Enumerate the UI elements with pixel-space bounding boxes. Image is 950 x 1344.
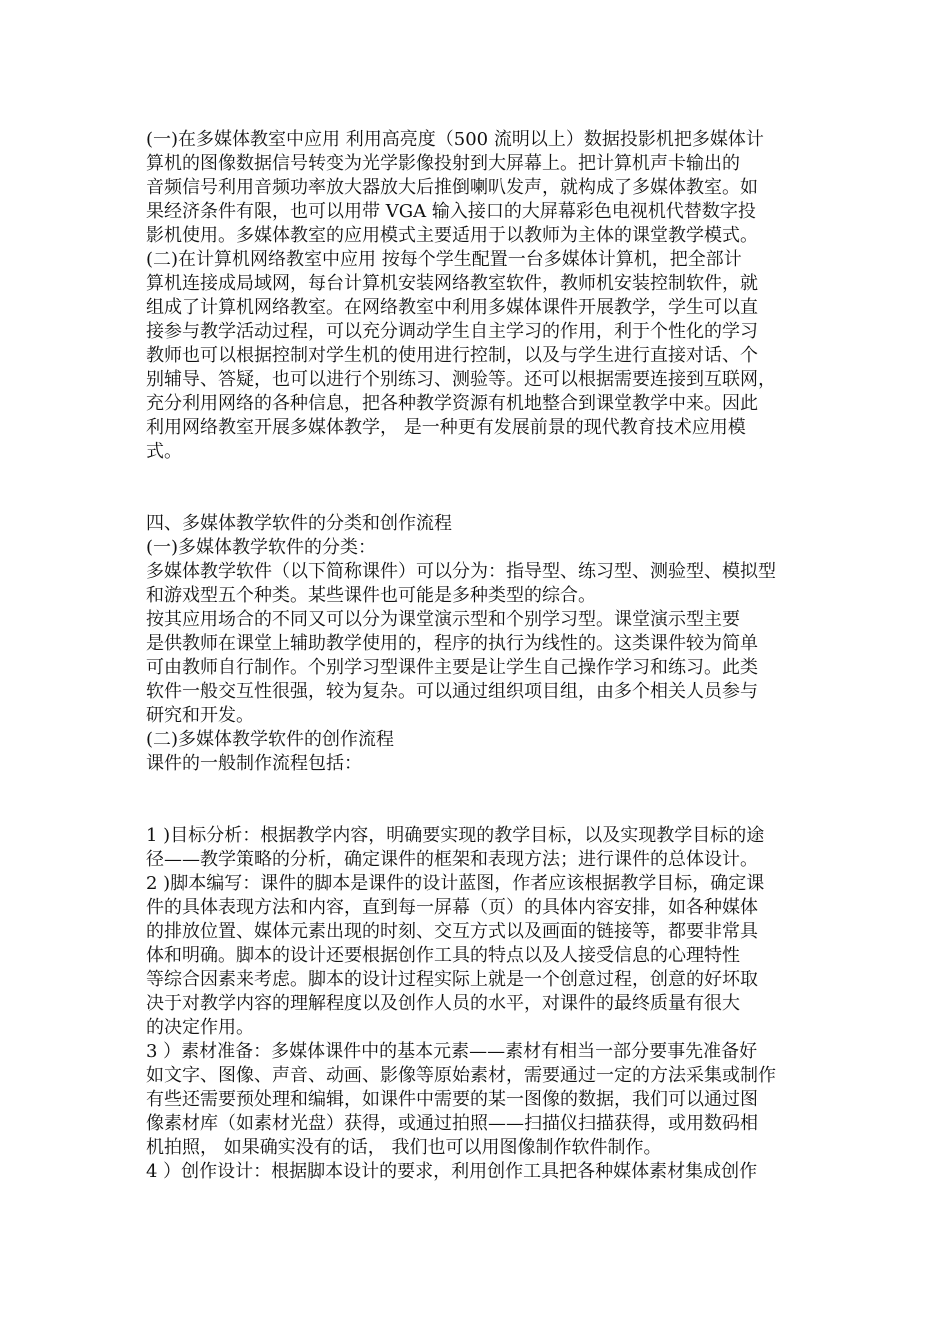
text-line: 有些还需要预处理和编辑，如课件中需要的某一图像的数据，我们可以通过图 [146,1089,758,1110]
text-line: 决于对教学内容的理解程度以及创作人员的水平，对课件的最终质量有很大 [146,993,740,1014]
step-2-paragraph [146,872,814,1040]
text-line: 软件一般交互性很强，较为复杂。可以通过组织项目组，由多个相关人员参与 [146,681,758,702]
text-line: 机拍照， 如果确实没有的话， 我们也可以用图像制作软件制作。 [146,1137,662,1158]
text-line: 径——教学策略的分析，确定课件的框架和表现方法；进行课件的总体设计。 [146,849,758,870]
text-line: 可由教师自行制作。个别学习型课件主要是让学生自己操作学习和练习。此类 [146,657,758,678]
text-line: 体和明确。脚本的设计还要根据创作工具的特点以及人接受信息的心理特性 [146,945,740,966]
text-line: 别辅导、答疑，也可以进行个别练习、测验等。还可以根据需要连接到互联网， [146,369,776,390]
step-1-paragraph [146,824,814,872]
section-4-sub2-heading: (二)多媒体教学软件的创作流程 [146,729,395,750]
text-line: 是供教师在课堂上辅助教学使用的，程序的执行为线性的。这类课件较为简单 [146,633,758,654]
section-4-sub1-paragraph-2 [146,608,814,728]
text-line: 利用网络教室开展多媒体教学， 是一种更有发展前景的现代教育技术应用模 [146,417,746,438]
section-4-sub1-heading: (一)多媒体教学软件的分类： [146,537,377,558]
text-line: 音频信号利用音频功率放大器放大后推倒喇叭发声，就构成了多媒体教室。如 [146,177,758,198]
text-line: 如文字、图像、声音、动画、影像等原始素材，需要通过一定的方法采集或制作 [146,1065,776,1086]
section-3-part1-paragraph [146,128,814,248]
text-line: 果经济条件有限，也可以用带 VGA 输入接口的大屏幕彩色电视机代替数字投 [146,201,756,222]
step-4-paragraph [146,1160,814,1184]
text-line: 算机的图像数据信号转变为光学影像投射到大屏幕上。把计算机声卡输出的 [146,153,740,174]
text-line: 1 )目标分析：根据教学内容，明确要实现的教学目标，以及实现教学目标的途 [146,825,765,846]
text-line: (二)在计算机网络教室中应用 按每个学生配置一台多媒体计算机，把全部计 [146,249,742,270]
text-line: 3 ）素材准备：多媒体课件中的基本元素——素材有相当一部分要事先准备好 [146,1041,758,1062]
blank-line [146,488,814,512]
text-line: 接参与教学活动过程，可以充分调动学生自主学习的作用，利于个性化的学习 [146,321,758,342]
text-line: 件的具体表现方法和内容，直到每一屏幕（页）的具体内容安排，如各种媒体 [146,897,758,918]
text-line: 2 )脚本编写：课件的脚本是课件的设计蓝图，作者应该根据教学目标，确定课 [146,873,765,894]
blank-line [146,464,814,488]
text-line: 和游戏型五个种类。某些课件也可能是多种类型的综合。 [146,585,596,606]
text-line: 式。 [146,441,182,462]
text-line: 影机使用。多媒体教室的应用模式主要适用于以教师为主体的课堂教学模式。 [146,225,758,246]
text-line: 像素材库（如素材光盘）获得，或通过拍照——扫描仪扫描获得，或用数码相 [146,1113,758,1134]
text-line: 算机连接成局域网，每台计算机安装网络教室软件，教师机安装控制软件，就 [146,273,758,294]
text-line: 的决定作用。 [146,1017,254,1038]
blank-line [146,800,814,824]
text-line: 充分利用网络的各种信息，把各种教学资源有机地整合到课堂教学中来。因此 [146,393,758,414]
text-line: 等综合因素来考虑。脚本的设计过程实际上就是一个创意过程，创意的好坏取 [146,969,758,990]
section-4-sub2-intro: 课件的一般制作流程包括： [146,753,362,774]
text-line: (一)在多媒体教室中应用 利用高亮度（500 流明以上）数据投影机把多媒体计 [146,129,764,150]
text-line: 多媒体教学软件（以下简称课件）可以分为：指导型、练习型、测验型、模拟型 [146,561,776,582]
text-line: 的排放位置、媒体元素出现的时刻、交互方式以及画面的链接等，都要非常具 [146,921,758,942]
text-line: 组成了计算机网络教室。在网络教室中利用多媒体课件开展教学，学生可以直 [146,297,758,318]
document-page [146,128,814,1184]
text-line: 教师也可以根据控制对学生机的使用进行控制，以及与学生进行直接对话、个 [146,345,758,366]
section-4-sub1-paragraph-1 [146,560,814,608]
text-line: 研究和开发。 [146,705,254,726]
text-line: 4 ）创作设计：根据脚本设计的要求，利用创作工具把各种媒体素材集成创作 [146,1161,758,1182]
text-line: 按其应用场合的不同又可以分为课堂演示型和个别学习型。课堂演示型主要 [146,609,740,630]
section-4-heading: 四、多媒体教学软件的分类和创作流程 [146,513,452,534]
step-3-paragraph [146,1040,814,1160]
section-3-part2-paragraph [146,248,814,464]
blank-line [146,776,814,800]
